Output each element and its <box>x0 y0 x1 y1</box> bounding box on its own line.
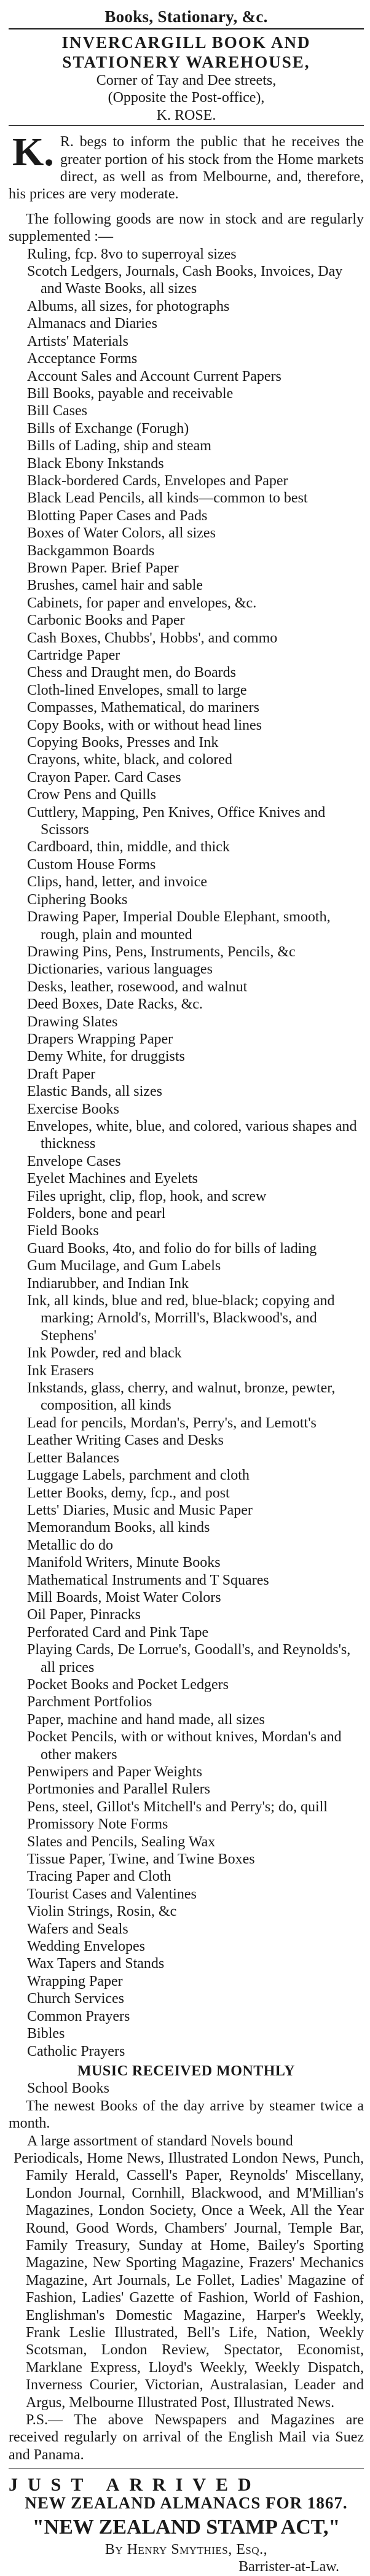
stock-list-item: Mill Boards, Moist Water Colors <box>27 1589 221 1606</box>
stock-list-item: Folders, bone and pearl <box>27 1206 166 1222</box>
stock-list-item: Clips, hand, letter, and invoice <box>27 874 207 891</box>
stock-list-item: Letter Books, demy, fcp., and post <box>27 1485 230 1501</box>
stock-list-item: Bill Books, payable and receivable <box>27 385 234 402</box>
stock-list-item: Envelopes, white, blue, and colored, various shapes and thickness <box>27 1118 357 1152</box>
stock-list-item: Mathematical Instruments and T Squares <box>27 1572 269 1588</box>
stock-list-item: Copying Books, Presses and Ink <box>27 735 219 751</box>
stock-list-item: Bills of Exchange (Forugh) <box>27 420 189 437</box>
stock-list-item: Pocket Pencils, with or without knives, Mordan's and other makers <box>27 1729 342 1763</box>
stock-list-item: Letts' Diaries, Music and Music Paper <box>27 1502 253 1518</box>
stock-list-item: Pens, steel, Gillot's Mitchell's and Perry's; do, quill <box>27 1798 328 1815</box>
stock-list-item: Exercise Books <box>27 1101 119 1117</box>
stock-list-item: Bills of Lading, ship and steam <box>27 438 211 455</box>
stock-list-item: Bill Cases <box>27 403 88 420</box>
stock-list-item: Wax Tapers and Stands <box>27 1956 165 1972</box>
stock-list-item: Cash Boxes, Chubbs', Hobbs', and commo <box>27 630 278 646</box>
title-rule <box>9 125 364 126</box>
stock-list-item: Wafers and Seals <box>27 1921 128 1937</box>
stock-list-item: Metallic do do <box>27 1537 113 1553</box>
stock-list-item: Oil Paper, Pinracks <box>27 1607 141 1623</box>
stock-list-item: Perforated Card and Pink Tape <box>27 1624 209 1641</box>
stock-list-item: Violin Strings, Rosin, &c <box>27 1903 177 1920</box>
stock-list-item: Bibles <box>27 2026 65 2042</box>
stock-list-item: Church Services <box>27 1991 124 2007</box>
intro-text: R. begs to inform the public that he receives the greater portion of his stock from the Home markets direct, as well as from Melbourne, and, therefore, his prices are very moderate. <box>9 134 364 203</box>
proprietor-name: K. ROSE. <box>156 107 216 123</box>
stock-list-item: Albums, all sizes, for photographs <box>27 298 230 314</box>
stock-list-item: Compasses, Mathematical, do mariners <box>27 700 259 716</box>
stock-list-item: Cloth-lined Envelopes, small to large <box>27 682 247 698</box>
stock-list-item: Drawing Paper, Imperial Double Elephant, smooth, rough, plain and mounted <box>27 909 331 943</box>
ps-note: P.S.— The above Newspapers and Magazines are received regularly on arrival of the English Mail via Suez and Panama. <box>9 2412 364 2463</box>
stock-list-item: Crayon Paper. Card Cases <box>27 769 181 786</box>
stock-list-item: Artists' Materials <box>27 333 128 349</box>
stock-list-item: Manifold Writers, Minute Books <box>27 1555 221 1571</box>
stock-list-item: Backgammon Boards <box>27 542 155 559</box>
stock-list-item: Slates and Pencils, Sealing Wax <box>27 1833 216 1850</box>
stock-list-item: Inkstands, glass, cherry, and walnut, bronze, pewter, composition, all kinds <box>27 1380 336 1414</box>
stock-list-item: Black Lead Pencils, all kinds—common to best <box>27 490 308 507</box>
section-header: Books, Stationary, &c. <box>104 7 268 26</box>
just-arrived-heading: JUST ARRIVED <box>9 2475 261 2496</box>
stock-list-item: Desks, leather, rosewood, and walnut <box>27 978 248 995</box>
stock-list-item: Common Prayers <box>27 2008 130 2024</box>
stock-item-list <box>9 246 364 2060</box>
stock-list-item: Cardboard, thin, middle, and thick <box>27 839 230 856</box>
stock-list-item: Crayons, white, black, and colored <box>27 752 232 768</box>
stock-list-item: Cabinets, for paper and envelopes, &c. <box>27 595 257 611</box>
stock-lead-text: The following goods are now in stock and are regularly supplemented :— <box>9 211 364 245</box>
stock-list-item: Tracing Paper and Cloth <box>27 1868 171 1885</box>
stock-list-item: Account Sales and Account Current Papers <box>27 368 281 384</box>
stock-list-item: Pocket Books and Pocket Ledgers <box>27 1676 229 1693</box>
stock-list-item: Wrapping Paper <box>27 1973 123 1989</box>
stock-list-item: Crow Pens and Quills <box>27 787 156 803</box>
stock-list-item: Guard Books, 4to, and folio do for bills of lading <box>27 1240 317 1257</box>
header-rule <box>9 28 364 29</box>
stock-list-item: Cuttlery, Mapping, Pen Knives, Office Knives and Scissors <box>27 804 326 838</box>
stock-list-item: Indiarubber, and Indian Ink <box>27 1275 189 1292</box>
stock-list-item: Custom House Forms <box>27 856 156 873</box>
title-line-2: STATIONERY WAREHOUSE, <box>62 53 310 71</box>
newest-books-line: The newest Books of the day arrive by steamer twice a month. <box>9 2098 364 2132</box>
stock-list-item: Playing Cards, De Lorrue's, Goodall's, and Reynolds's, all prices <box>27 1642 351 1676</box>
stock-list-item: Drawing Pins, Pens, Instruments, Pencils, &c <box>27 943 296 960</box>
novels-line: A large assortment of standard Novels bound <box>27 2133 293 2149</box>
author-line: By Henry Smythies, Esq., <box>104 2542 268 2558</box>
stock-list-item: Ink Erasers <box>27 1362 94 1379</box>
stock-list-item: Ciphering Books <box>27 891 128 908</box>
stock-list-item: Penwipers and Paper Weights <box>27 1764 202 1780</box>
almanac-line: NEW ZEALAND ALMANACS FOR 1867. <box>25 2493 348 2512</box>
stock-list-item: Portmonies and Parallel Rulers <box>27 1781 210 1798</box>
stock-list-item: Lead for pencils, Mordan's, Perry's, and Lemott's <box>27 1415 317 1431</box>
stock-list-item: Ink Powder, red and black <box>27 1345 182 1362</box>
stock-list-item: Boxes of Water Colors, all sizes <box>27 525 216 542</box>
stock-list-item: Luggage Labels, parchment and cloth <box>27 1467 250 1484</box>
stock-list-item: Blotting Paper Cases and Pads <box>27 507 208 524</box>
periodicals-paragraph: Periodicals, Home News, Illustrated London News, Punch, Family Herald, Cassell's Paper, Reynolds' Miscellany, London Journal, Cornhill, Blackwood, and M'Millian's Magazines, London Society, Once a Week, All the Year Round, Good Words, Chambers' Journal, Temple Bar, Family Treasury, Sunday at Home, Bailey's Sporting Magazine, New Sporting Magazine, Frazers' Mechanics Magazine, Art Journals, Le Follet, Ladies' Magazine of Fashion, Ladies' Gazette of Fashion, World of Fashion, Englishman's Domestic Magazine, Harper's Weekly, Frank Leslie Illustrated, Bell's Life, Nation, Weekly Scotsman, London Review, Spectator, Economist, Marklane Express, Lloyd's Weekly, Weekly Dispatch, Inverness Courier, Victorian, Australasian, Leader and Argus, Melbourne Illustrated Post, Illustrated News. <box>14 2150 364 2411</box>
stock-list-item: Catholic Prayers <box>27 2043 125 2059</box>
stock-list-item: Dictionaries, various languages <box>27 961 213 978</box>
stock-list-item: Paper, machine and hand made, all sizes <box>27 1711 265 1728</box>
stock-list-item: Brown Paper. Brief Paper <box>27 560 179 576</box>
stock-list-item: Carbonic Books and Paper <box>27 612 185 629</box>
stock-list-item: Drawing Slates <box>27 1013 118 1030</box>
stock-list-item: Field Books <box>27 1223 99 1239</box>
stock-list-item: Chess and Draught men, do Boards <box>27 665 236 681</box>
stock-list-item: Eyelet Machines and Eyelets <box>27 1171 198 1187</box>
stock-list-item: Acceptance Forms <box>27 351 138 367</box>
stock-list-item: Ruling, fcp. 8vo to superroyal sizes <box>27 246 237 262</box>
title-line-1: INVERCARGILL BOOK AND <box>61 33 311 52</box>
intro-paragraph <box>9 130 364 203</box>
stock-list-item: Tissue Paper, Twine, and Twine Boxes <box>27 1851 255 1868</box>
stock-list-item: Scotch Ledgers, Journals, Cash Books, Invoices, Day and Waste Books, all sizes <box>27 263 343 297</box>
stock-list-item: Wedding Envelopes <box>27 1938 146 1955</box>
stamp-act-title: "NEW ZEALAND STAMP ACT," <box>32 2516 340 2539</box>
stock-list-item: Files upright, clip, flop, hook, and screw <box>27 1188 267 1204</box>
stock-list-item: Gum Mucilage, and Gum Labels <box>27 1258 221 1274</box>
stock-list-item: Envelope Cases <box>27 1153 121 1169</box>
stock-list-item: Memorandum Books, all kinds <box>27 1520 210 1536</box>
stock-list-item: Brushes, camel hair and sable <box>27 577 203 594</box>
stock-list-item: Drapers Wrapping Paper <box>27 1031 173 1047</box>
stock-list-item: Almanacs and Diaries <box>27 316 157 332</box>
address-line-2: (Opposite the Post-office), <box>108 90 265 106</box>
stock-list-item: Elastic Bands, all sizes <box>27 1083 162 1100</box>
stock-list-item: Leather Writing Cases and Desks <box>27 1432 224 1449</box>
school-books-line: School Books <box>27 2080 110 2097</box>
stock-list-item: Parchment Portfolios <box>27 1694 152 1711</box>
stock-list-item: Tourist Cases and Valentines <box>27 1886 197 1902</box>
stock-list-item: Demy White, for druggists <box>27 1048 185 1065</box>
intro-dropcap: K. <box>12 130 54 175</box>
stock-list-item: Draft Paper <box>27 1066 96 1082</box>
stock-list-item: Deed Boxes, Date Racks, &c. <box>27 996 203 1013</box>
stock-list-item: Letter Balances <box>27 1450 119 1466</box>
stock-list-item: Copy Books, with or without head lines <box>27 717 262 733</box>
stock-list-item: Ink, all kinds, blue and red, blue-black; copying and marking; Arnold's, Morrill's, Blackwood's, and Stephens' <box>27 1293 335 1344</box>
stock-list-item: Promissory Note Forms <box>27 1816 168 1833</box>
stock-list-item: Black-bordered Cards, Envelopes and Paper <box>27 472 288 489</box>
music-heading: MUSIC RECEIVED MONTHLY <box>77 2063 296 2079</box>
address-line-1: Corner of Tay and Dee streets, <box>96 72 277 88</box>
stock-list-item: Cartridge Paper <box>27 647 120 663</box>
barrister-line: Barrister-at-Law. <box>238 2559 339 2575</box>
stock-list-item: Black Ebony Inkstands <box>27 455 164 472</box>
